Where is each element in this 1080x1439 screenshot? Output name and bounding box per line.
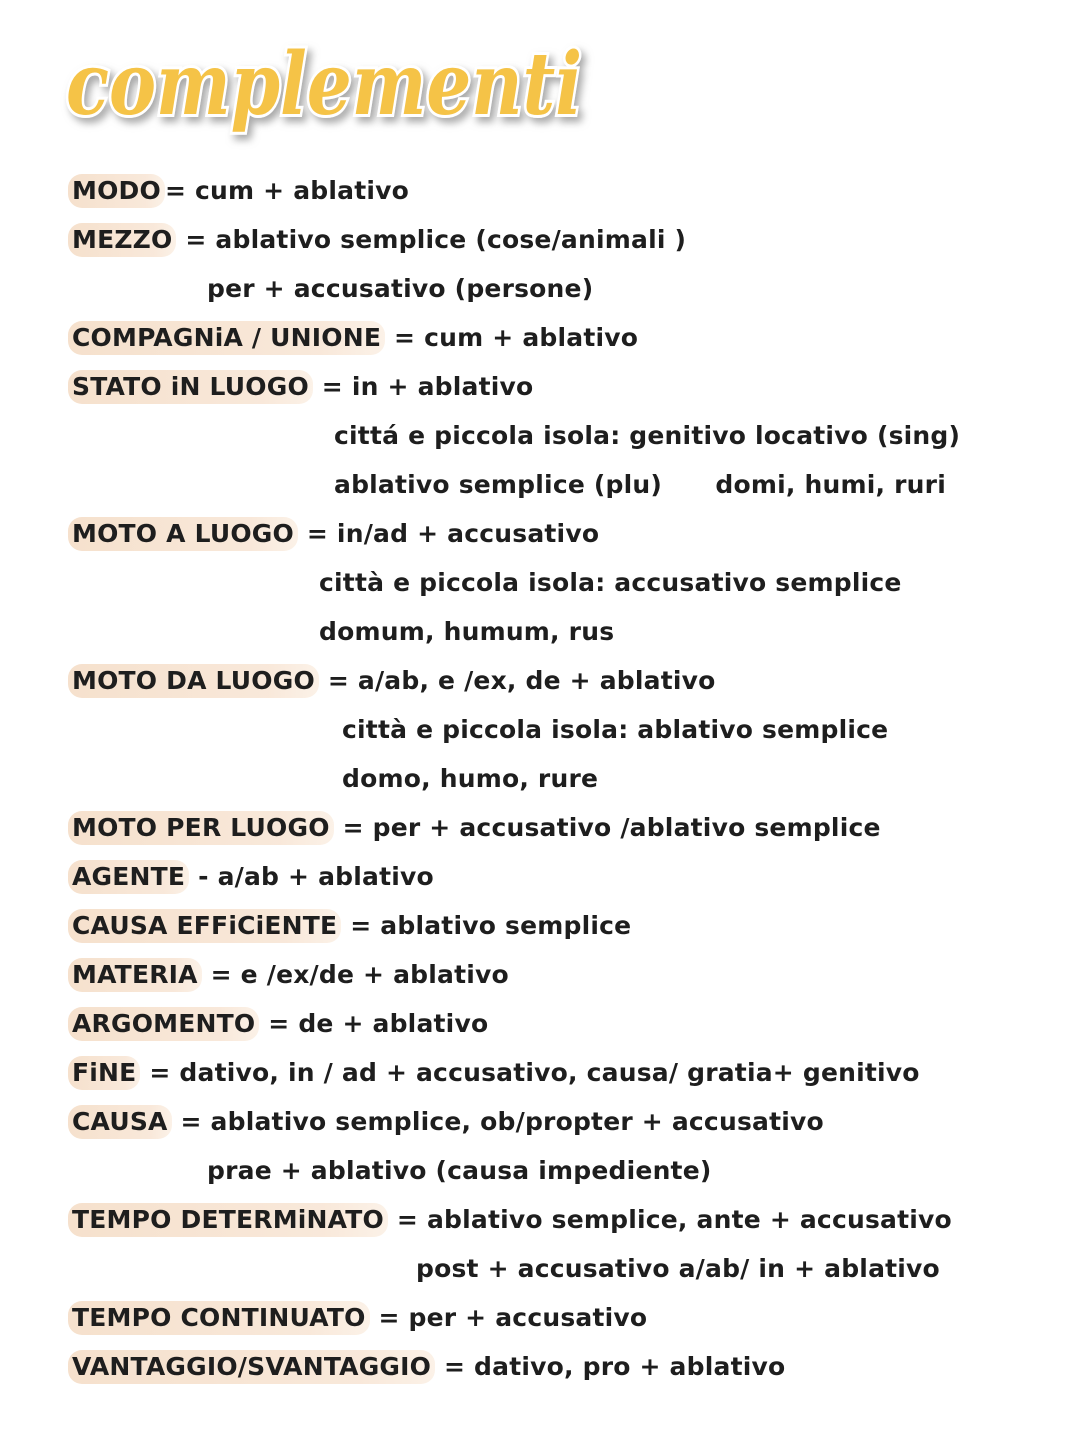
- row-tempo-determinato: [72, 1203, 952, 1237]
- term-highlight: CAUSA EFFiCiENTE: [68, 909, 341, 943]
- definition-text: domum, humum, rus: [319, 617, 615, 646]
- definition-text: ablativo semplice (plu) domi, humi, ruri: [334, 470, 946, 499]
- definition-text: = ablativo semplice: [341, 911, 632, 940]
- definition-text: cittá e piccola isola: genitivo locativo (sing): [334, 421, 961, 450]
- term-highlight: FiNE: [68, 1056, 140, 1090]
- definition-text: = per + accusativo: [369, 1303, 648, 1332]
- definition-text: - a/ab + ablativo: [189, 862, 434, 891]
- term-highlight: MOTO A LUOGO: [68, 517, 298, 551]
- row-fine: [72, 1056, 920, 1090]
- row-agente: [72, 860, 434, 894]
- definition-text: = ablativo semplice, ante + accusativo: [387, 1205, 952, 1234]
- row-stato-cont-2: [334, 468, 946, 502]
- definition-text: = cum + ablativo: [164, 176, 410, 205]
- term-highlight: TEMPO CONTINUATO: [68, 1301, 370, 1335]
- row-causa: [72, 1105, 824, 1139]
- term-highlight: MODO: [68, 174, 165, 208]
- definition-text: post + accusativo a/ab/ in + ablativo: [416, 1254, 940, 1283]
- definition-text: città e piccola isola: ablativo semplice: [342, 715, 889, 744]
- row-tempo-continuato: [72, 1301, 647, 1335]
- row-compagnia: [72, 321, 638, 355]
- row-mezzo: [72, 223, 686, 257]
- term-highlight: MEZZO: [68, 223, 176, 257]
- definition-text: = in/ad + accusativo: [297, 519, 600, 548]
- term-highlight: AGENTE: [68, 860, 189, 894]
- row-moto-a-cont-1: [319, 566, 902, 600]
- definition-text: per + accusativo (persone): [207, 274, 594, 303]
- row-mezzo-cont: [207, 272, 593, 306]
- title-text: complementi: [66, 34, 582, 135]
- definition-text: = cum + ablativo: [385, 323, 639, 352]
- row-modo: [72, 174, 409, 208]
- definition-text: = e /ex/de + ablativo: [201, 960, 509, 989]
- definition-text: = ablativo semplice (cose/animali ): [176, 225, 687, 254]
- term-highlight: MOTO PER LUOGO: [68, 811, 334, 845]
- row-causa-cont: [207, 1154, 712, 1188]
- definition-text: = a/ab, e /ex, de + ablativo: [318, 666, 716, 695]
- definition-text: = ablativo semplice, ob/propter + accusativo: [171, 1107, 824, 1136]
- definition-text: = dativo, in / ad + accusativo, causa/ gratia+ genitivo: [140, 1058, 920, 1087]
- term-highlight: ARGOMENTO: [68, 1007, 259, 1041]
- definition-text: prae + ablativo (causa impediente): [207, 1156, 712, 1185]
- definition-text: = per + accusativo /ablativo semplice: [333, 813, 881, 842]
- term-highlight: STATO iN LUOGO: [68, 370, 313, 404]
- row-moto-a-cont-2: [319, 615, 614, 649]
- row-tempo-determinato-cont: [416, 1252, 940, 1286]
- definition-text: domo, humo, rure: [342, 764, 599, 793]
- row-moto-per-luogo: [72, 811, 881, 845]
- row-stato-in-luogo: [72, 370, 533, 404]
- row-moto-a-luogo: [72, 517, 599, 551]
- page-title: [60, 22, 600, 162]
- term-highlight: CAUSA: [68, 1105, 172, 1139]
- definition-text: = de + ablativo: [259, 1009, 489, 1038]
- row-stato-cont-1: [334, 419, 960, 453]
- term-highlight: TEMPO DETERMiNATO: [68, 1203, 388, 1237]
- row-moto-da-cont-2: [342, 762, 598, 796]
- term-highlight: COMPAGNiA / UNIONE: [68, 321, 385, 355]
- definition-text: = dativo, pro + ablativo: [435, 1352, 786, 1381]
- term-highlight: MOTO DA LUOGO: [68, 664, 319, 698]
- row-argomento: [72, 1007, 488, 1041]
- row-moto-da-cont-1: [342, 713, 888, 747]
- term-highlight: MATERIA: [68, 958, 202, 992]
- term-highlight: VANTAGGIO/SVANTAGGIO: [68, 1350, 435, 1384]
- row-vantaggio: [72, 1350, 785, 1384]
- row-materia: [72, 958, 509, 992]
- row-causa-efficiente: [72, 909, 631, 943]
- definition-text: città e piccola isola: accusativo semplice: [319, 568, 902, 597]
- row-moto-da-luogo: [72, 664, 716, 698]
- definition-text: = in + ablativo: [312, 372, 534, 401]
